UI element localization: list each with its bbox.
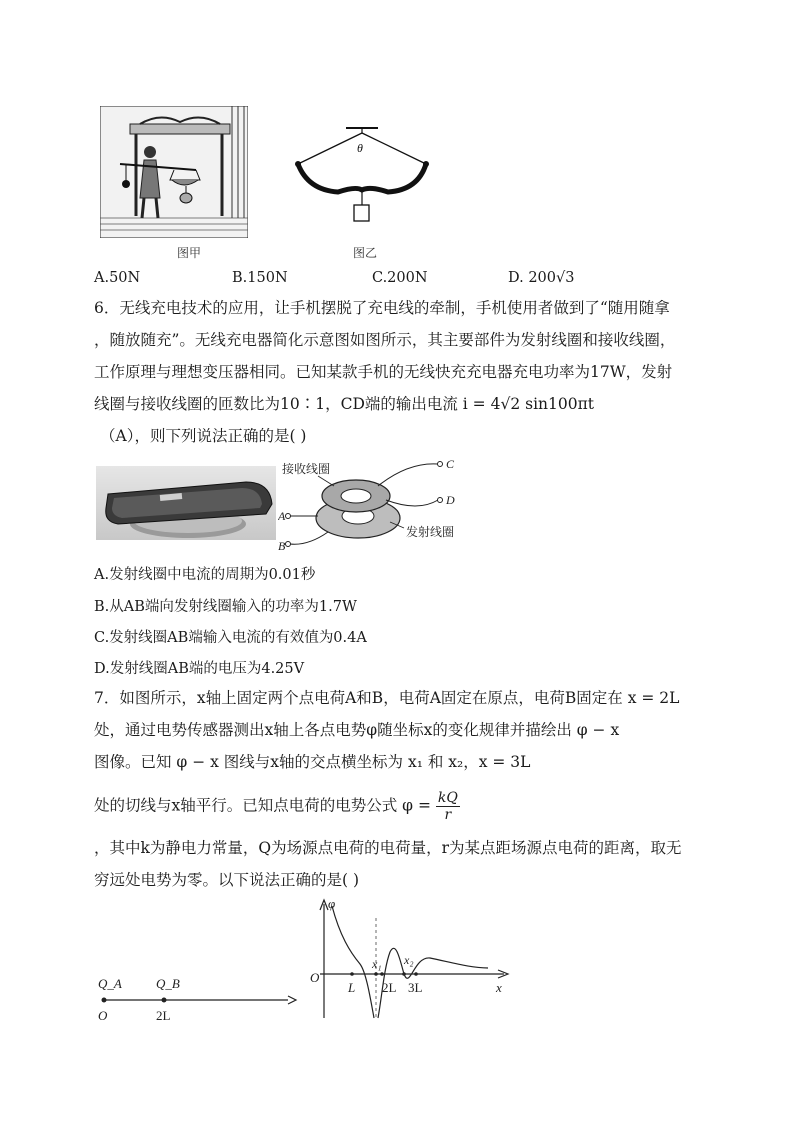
q6-option-a: A.发射线圈中电流的周期为0.01秒 bbox=[94, 567, 316, 583]
x2-label: x₂ bbox=[404, 953, 414, 967]
x1-label: x₁ bbox=[372, 957, 382, 971]
phi-x-graph bbox=[300, 896, 514, 1022]
fraction-denominator: r bbox=[444, 807, 452, 823]
q7-line-1: 7．如图所示，x轴上固定两个点电荷A和B，电荷A固定在原点，电荷B固定在 x = 2L bbox=[94, 689, 680, 707]
potential-formula-fraction bbox=[436, 790, 460, 823]
terminal-a-label: A bbox=[278, 509, 286, 523]
q7-line-4-text: 处的切线与x轴平行。已知点电荷的电势公式 φ = bbox=[94, 796, 431, 815]
q5-option-d: D. 200√3 bbox=[508, 270, 575, 286]
fraction-numerator: kQ bbox=[437, 790, 458, 806]
q5-option-b: B.150N bbox=[232, 270, 288, 286]
q6-option-b: B.从AB端向发射线圈输入的功率为1.7W bbox=[94, 599, 357, 615]
terminal-c-label: C bbox=[446, 457, 455, 471]
q7-line-4 bbox=[94, 790, 460, 823]
q6-line-5: （A），则下列说法正确的是( ) bbox=[100, 427, 307, 445]
charge-a-label: Q_A bbox=[98, 976, 122, 991]
q6-line-2: ，随放随充”。无线充电器简化示意图如图所示，其主要部件为发射线圈和接收线圈， bbox=[94, 331, 676, 349]
q6-line-1: 6．无线充电技术的应用，让手机摆脱了充电线的牵制，手机使用者做到了“随用随拿 bbox=[94, 299, 670, 317]
phone-charger-photo bbox=[96, 466, 276, 540]
caption-fig-yi: 图乙 bbox=[353, 246, 378, 260]
q6-line-4: 线圈与接收线圈的匝数比为10∶1，CD端的输出电流 i = 4√2 sin100πt bbox=[94, 395, 595, 413]
q7-line-2: 处，通过电势传感器测出x轴上各点电势φ随坐标x的变化规律并描绘出 φ − x bbox=[94, 721, 620, 739]
q6-option-c: C.发射线圈AB端输入电流的有效值为0.4A bbox=[94, 630, 367, 646]
q6-line-3: 工作原理与理想变压器相同。已知某款手机的无线快充充电器充电功率为17W，发射 bbox=[94, 363, 673, 381]
send-coil-label: 发射线圈 bbox=[406, 525, 455, 539]
caption-fig-jia: 图甲 bbox=[177, 246, 202, 260]
receive-coil-label: 接收线圈 bbox=[282, 462, 331, 476]
tick-3l-label: 3L bbox=[408, 980, 423, 995]
terminal-b-label: B bbox=[278, 539, 286, 552]
tick-2l-label: 2L bbox=[382, 980, 397, 995]
charge-position-diagram bbox=[92, 970, 302, 1026]
figure-yi-diagram bbox=[286, 124, 436, 228]
theta-label: θ bbox=[357, 141, 363, 155]
position-2l-label: 2L bbox=[156, 1008, 171, 1023]
q7-line-6: 穷远处电势为零。以下说法正确的是( ) bbox=[94, 871, 360, 889]
x-axis-label: x bbox=[496, 980, 502, 995]
phi-axis-label: φ bbox=[328, 896, 336, 911]
charge-b-label: Q_B bbox=[156, 976, 180, 991]
q5-option-a: A.50N bbox=[94, 270, 141, 286]
tick-l-label: L bbox=[348, 980, 356, 995]
q7-line-3: 图像。已知 φ − x 图线与x轴的交点横坐标为 x₁ 和 x₂，x = 3L bbox=[94, 753, 531, 771]
coil-diagram bbox=[278, 456, 468, 552]
graph-origin-label: O bbox=[310, 970, 320, 985]
q5-option-c: C.200N bbox=[372, 270, 428, 286]
figure-jia-illustration bbox=[100, 106, 248, 238]
terminal-d-label: D bbox=[446, 493, 455, 507]
q6-option-d: D.发射线圈AB端的电压为4.25V bbox=[94, 661, 305, 677]
origin-label: O bbox=[98, 1008, 108, 1023]
q7-line-5: ，其中k为静电力常量，Q为场源点电荷的电荷量，r为某点距场源点电荷的距离，取无 bbox=[94, 839, 682, 857]
